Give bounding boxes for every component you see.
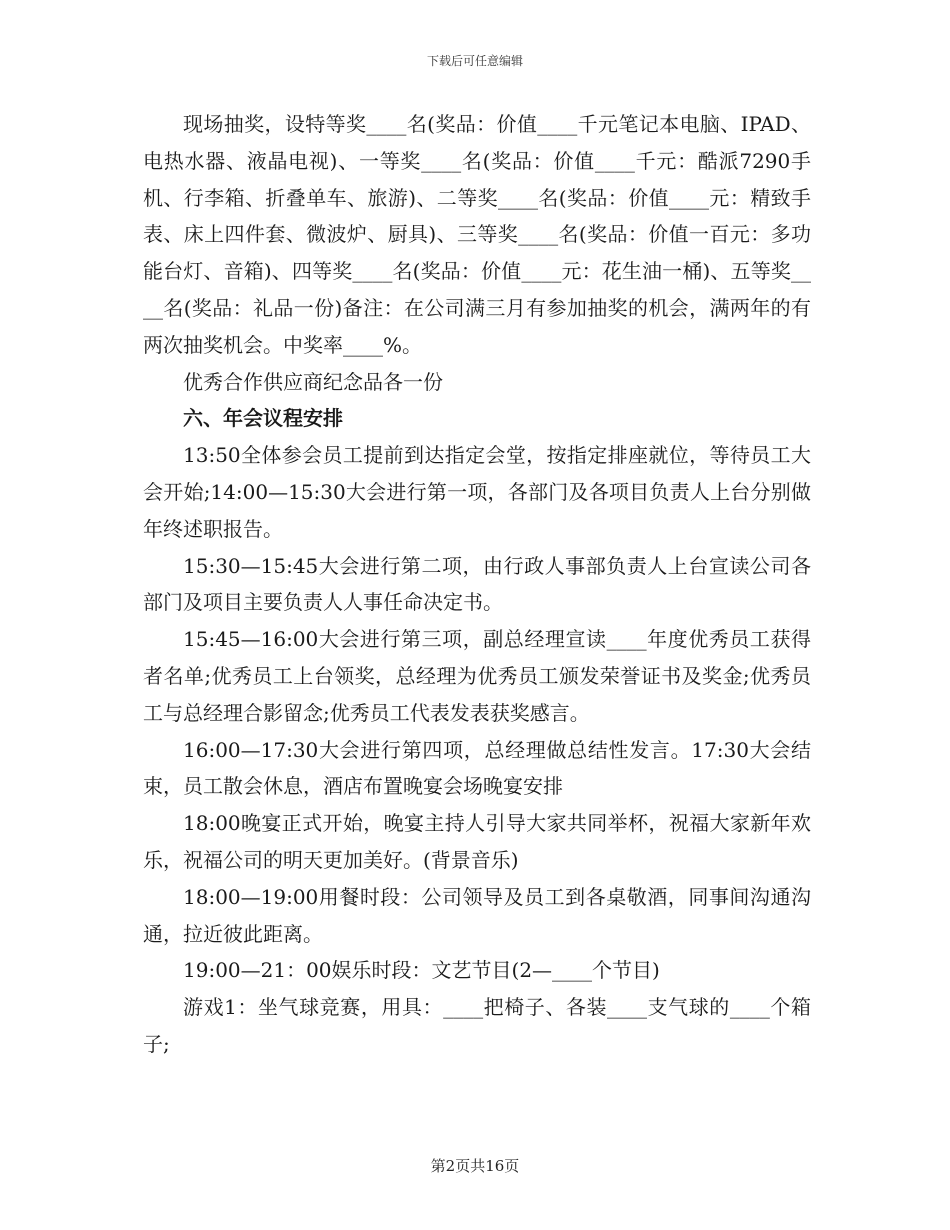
paragraph-banquet-1800: 18:00晚宴正式开始，晚宴主持人引导大家共同举杯，祝福大家新年欢乐，祝福公司的明天更加美好。(背景音乐)	[143, 811, 811, 872]
document-body	[143, 106, 811, 1063]
paragraph-game-1: 游戏1：坐气球竞赛，用具：____把椅子、各装____支气球的____个箱子;	[143, 995, 811, 1056]
paragraph-supplier-gift: 优秀合作供应商纪念品各一份	[183, 369, 443, 394]
paragraph-entertainment-1900: 19:00—21：00娱乐时段：文艺节目(2—____个节目)	[183, 958, 660, 983]
paragraph-agenda-1600: 16:00—17:30大会进行第四项，总经理做总结性发言。17:30大会结束，员工散会休息，酒店布置晚宴会场晚宴安排	[143, 737, 811, 799]
page-header-note: 下载后可任意编辑	[426, 54, 523, 68]
paragraph-dining-1800: 18:00—19:00用餐时段：公司领导及员工到各桌敬酒，同事间沟通沟通，拉近彼此距离。	[143, 884, 811, 946]
paragraph-agenda-1350: 13:50全体参会员工提前到达指定会堂，按指定排座就位，等待员工大会开始;14:00—15:30大会进行第一项，各部门及各项目负责人上台分别做年终述职报告。	[143, 443, 811, 541]
page-number: 第2页共16页	[430, 1157, 520, 1175]
paragraph-agenda-1545: 15:45—16:00大会进行第三项，副总经理宣读____年度优秀员工获得者名单;优秀员工上台领奖，总经理为优秀员工颁发荣誉证书及奖金;优秀员工与总经理合影留念;优秀员工代表发表获奖感言。	[143, 627, 811, 725]
paragraph-agenda-1530: 15:30—15:45大会进行第二项，由行政人事部负责人上台宣读公司各部门及项目主要负责人人事任命决定书。	[143, 553, 811, 615]
section-heading-agenda: 六、年会议程安排	[183, 406, 343, 431]
paragraph-lottery: 现场抽奖，设特等奖____名(奖品：价值____千元笔记本电脑、IPAD、电热水器、液晶电视)、一等奖____名(奖品：价值____千元：酷派7290手机、行李箱、折叠单车、旅游)、二等奖____名(奖品：价值____元：精致手表、床上四件套、微波炉、厨具)、三等奖____名(奖品：价值一百元：多功能台灯、音箱)、四等奖____名(奖品：价值____元：花生油一桶)、五等奖____名(奖品：礼品一份)备注：在公司满三月有参加抽奖的机会，满两年的有两次抽奖机会。中奖率____%。	[143, 112, 811, 357]
